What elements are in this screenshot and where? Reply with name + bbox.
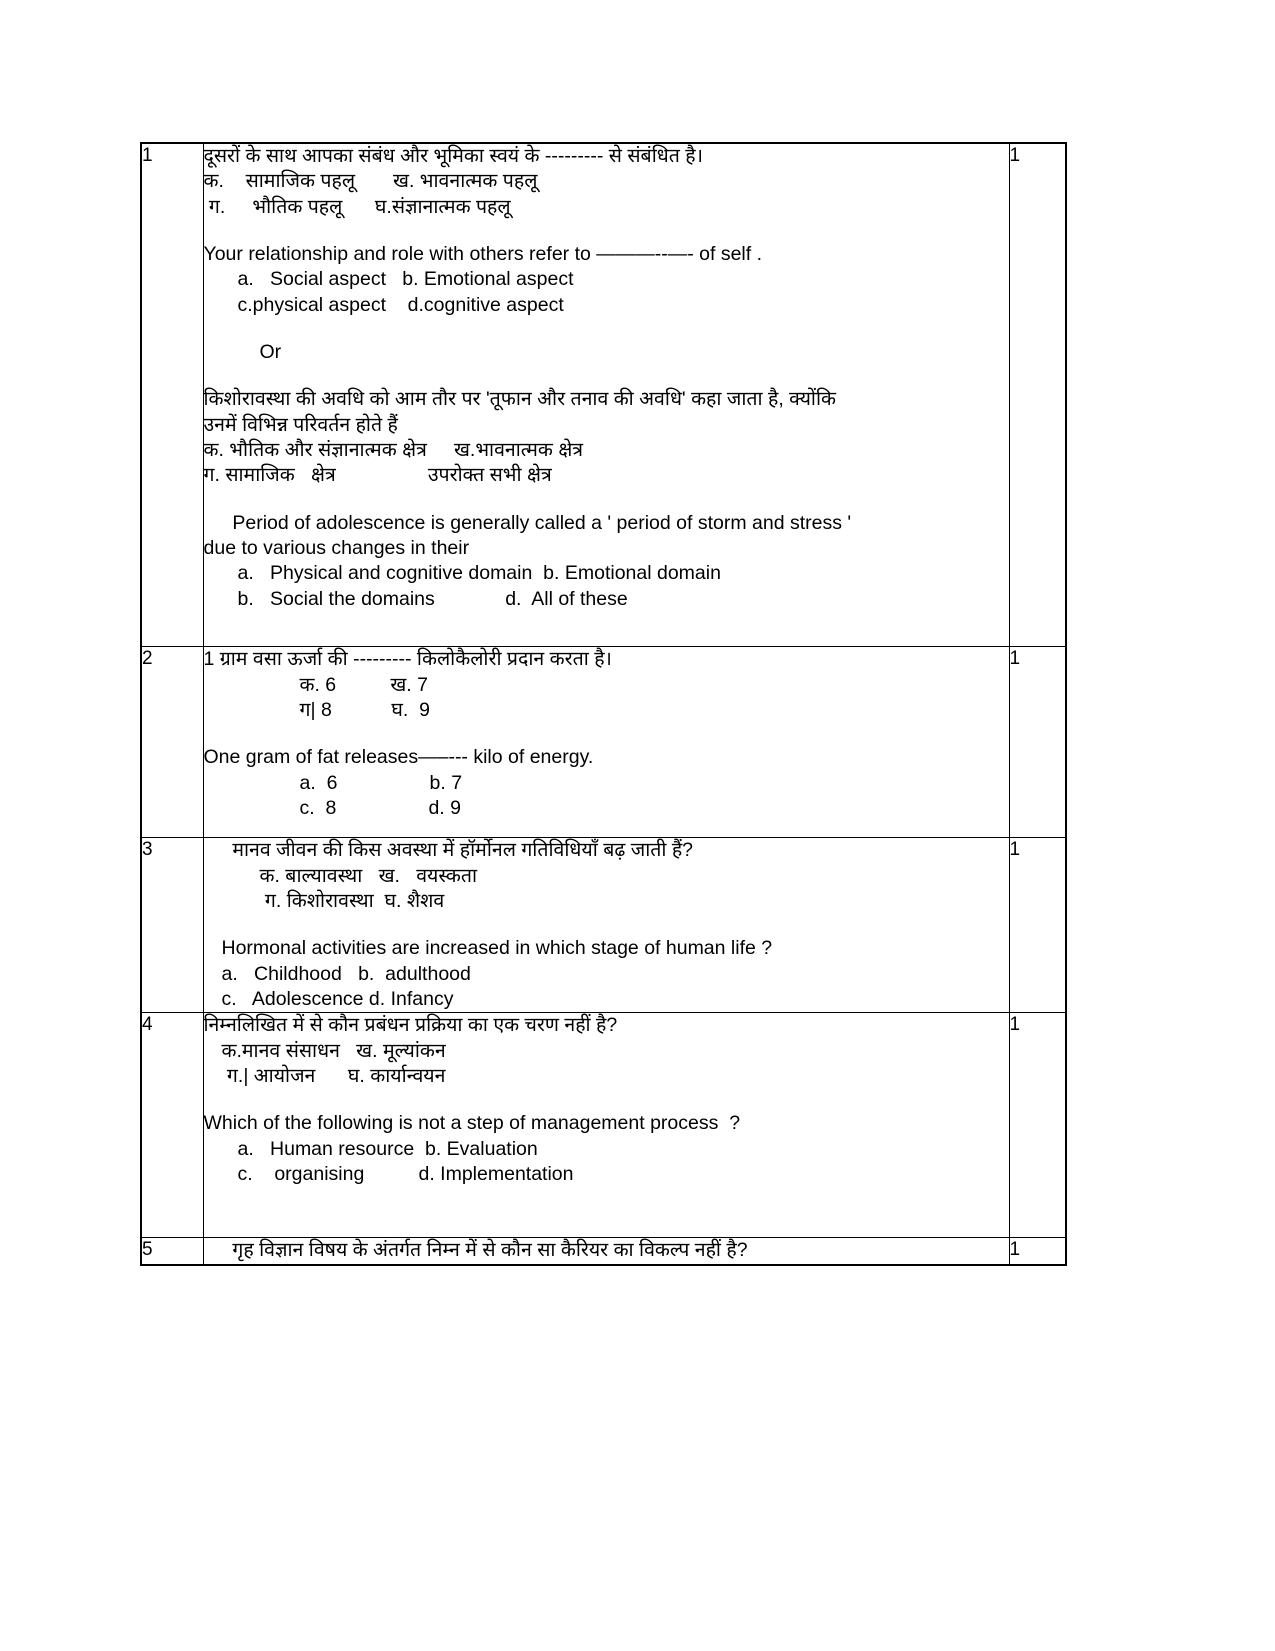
question-line-hindi: मानव जीवन की किस अवस्था में हॉर्मोनल गतिविधियाँ बढ़ जाती हैं? <box>221 839 694 862</box>
question-line-hindi: निम्नलिखित में से कौन प्रबंधन प्रक्रिया का एक चरण नहीं है? <box>203 1014 618 1037</box>
question-line-english: Your relationship and role with others refer to ———--—- of self . <box>203 243 763 266</box>
vertical-spacer <box>204 1089 1009 1111</box>
question-line-hindi: 1 ग्राम वसा ऊर्जा की --------- किलोकैलोरी प्रदान करता है। <box>203 648 612 671</box>
question-line-english: Hormonal activities are increased in which stage of human life ? <box>221 937 773 960</box>
marks-value: 1 <box>1009 1013 1066 1238</box>
question-paper-table <box>140 142 1067 1266</box>
vertical-spacer <box>204 1187 1009 1237</box>
question-content <box>203 838 1009 1013</box>
vertical-spacer <box>204 365 1009 387</box>
vertical-spacer <box>204 914 1009 936</box>
question-line-english: due to various changes in their <box>203 537 470 560</box>
table-row <box>141 647 1066 838</box>
marks-value: 1 <box>1009 838 1066 1013</box>
table-row <box>141 838 1066 1013</box>
question-line-hindi: ग.| आयोजन घ. कार्यान्वयन <box>221 1064 446 1087</box>
question-number: 3 <box>141 838 203 1013</box>
question-number: 5 <box>141 1238 203 1265</box>
question-number: 1 <box>141 143 203 647</box>
vertical-spacer <box>204 489 1009 511</box>
question-content <box>203 1238 1009 1265</box>
question-line-english: c. 8 d. 9 <box>299 796 461 819</box>
question-line-hindi: किशोरावस्था की अवधि को आम तौर पर 'तूफान और तनाव की अवधि' कहा जाता है, क्योंकि <box>203 388 836 411</box>
vertical-spacer <box>204 220 1009 242</box>
question-line-english: c.physical aspect d.cognitive aspect <box>237 293 564 316</box>
question-line-english: a. Social aspect b. Emotional aspect <box>237 268 574 291</box>
question-number: 2 <box>141 647 203 838</box>
question-line-english: c. Adolescence d. Infancy <box>221 987 454 1010</box>
vertical-spacer <box>204 318 1009 340</box>
question-line-english: One gram of fat releases—–--- kilo of energy. <box>203 746 594 769</box>
vertical-spacer <box>204 821 1009 837</box>
question-line-hindi: क. बाल्यावस्था ख. वयस्कता <box>259 864 478 887</box>
question-line-hindi: ग| 8 घ. 9 <box>299 698 431 721</box>
vertical-spacer <box>204 612 1009 646</box>
question-line-english: a. Physical and cognitive domain b. Emotional domain <box>237 562 721 585</box>
question-line-english: a. Human resource b. Evaluation <box>237 1137 538 1160</box>
vertical-spacer <box>204 723 1009 745</box>
question-line-hindi: ग. किशोरावस्था घ. शैशव <box>259 889 445 912</box>
question-line-hindi: दूसरों के साथ आपका संबंध और भूमिका स्वयं के --------- से संबंधित है। <box>203 145 704 167</box>
question-line-english: a. 6 b. 7 <box>299 771 463 794</box>
marks-value: 1 <box>1009 647 1066 838</box>
question-line-english: Or <box>259 341 282 364</box>
question-line-english: a. Childhood b. adulthood <box>221 962 471 985</box>
question-content <box>203 1013 1009 1238</box>
question-line-hindi: क. सामाजिक पहलू ख. भावनात्मक पहलू <box>203 170 538 193</box>
question-line-english: b. Social the domains d. All of these <box>237 587 628 610</box>
table-row <box>141 143 1066 647</box>
question-line-hindi: क. भौतिक और संज्ञानात्मक क्षेत्र ख.भावनात्मक क्षेत्र <box>203 439 584 462</box>
question-line-hindi: ग. भौतिक पहलू घ.संज्ञानात्मक पहलू <box>203 195 511 218</box>
marks-value: 1 <box>1009 143 1066 647</box>
question-line-hindi: उनमें विभिन्न परिवर्तन होते हैं <box>203 413 398 436</box>
question-line-english: Which of the following is not a step of management process ? <box>203 1112 741 1135</box>
table-row <box>141 1238 1066 1265</box>
question-number: 4 <box>141 1013 203 1238</box>
table-row <box>141 1013 1066 1238</box>
question-line-english: c. organising d. Implementation <box>237 1163 574 1185</box>
question-line-hindi: क. 6 ख. 7 <box>299 673 428 696</box>
question-line-hindi: ग. सामाजिक क्षेत्र उपरोक्त सभी क्षेत्र <box>203 464 552 487</box>
question-rows <box>141 143 1066 1265</box>
question-line-english: Period of adolescence is generally called a ' period of storm and stress ' <box>221 511 852 534</box>
question-line-hindi: क.मानव संसाधन ख. मूल्यांकन <box>221 1039 446 1062</box>
question-line-hindi: गृह विज्ञान विषय के अंतर्गत निम्न में से कौन सा कैरियर का विकल्प नहीं है? <box>221 1239 748 1262</box>
question-content <box>203 647 1009 838</box>
question-content <box>203 143 1009 647</box>
marks-value: 1 <box>1009 1238 1066 1265</box>
